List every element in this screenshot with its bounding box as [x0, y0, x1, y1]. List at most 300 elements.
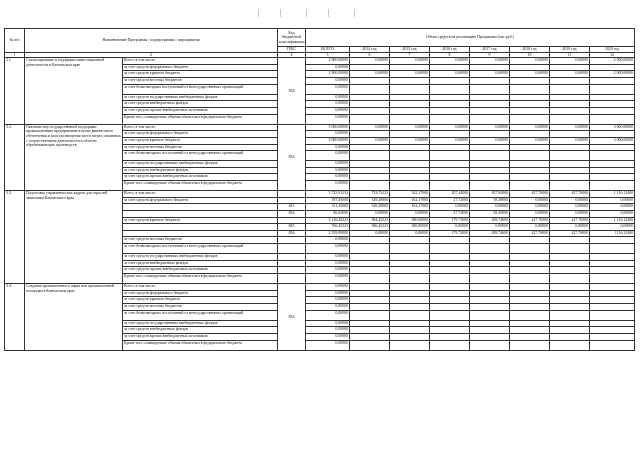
year-value: [430, 340, 470, 350]
year-value: [590, 260, 635, 267]
table-row: [5, 124, 635, 131]
year-value: [470, 94, 510, 101]
funding-source-label: за счет средств государственных внебюджетных фондов: [123, 161, 278, 168]
funding-source-label: за счет средств федерального бюджета: [123, 131, 278, 138]
year-value: [590, 151, 635, 161]
funding-source-label: за счет средств федерального бюджета: [123, 64, 278, 71]
year-value: [430, 244, 470, 254]
row-number: 3.2.: [5, 124, 25, 191]
year-value: [350, 94, 390, 101]
grbs-code: [278, 197, 306, 204]
year-value: [510, 303, 550, 310]
total-value: 0,00000: [306, 333, 350, 340]
year-value: 0,00000: [350, 230, 390, 237]
total-value: 397,45000: [306, 197, 350, 204]
funding-source-label: Кроме того, планируемые объемы обязательств федерального бюджета: [123, 114, 278, 124]
year-value: [510, 94, 550, 101]
year-value: [550, 94, 590, 101]
column-number: 1: [5, 52, 25, 58]
funding-source-label: за счет средств внебюджетных фондов: [123, 101, 278, 108]
year-value: 427,70000: [510, 230, 550, 237]
funding-source-label: за счет средств государственных внебюджетных фондов: [123, 94, 278, 101]
year-value: 733,73223: [350, 191, 390, 198]
year-value: [590, 310, 635, 320]
total-value: 0,00000: [306, 144, 350, 151]
funding-source-label: за счет безвозмездных поступлений от негосударственных организаций: [123, 244, 278, 254]
year-value: [510, 284, 550, 291]
year-value: [510, 320, 550, 327]
year-value: [430, 267, 470, 274]
year-value: 208,74600: [470, 230, 510, 237]
year-value: [350, 161, 390, 168]
year-value: 0,00000: [390, 211, 430, 218]
total-value: 3 000,00000: [306, 124, 350, 131]
year-value: [350, 303, 390, 310]
funding-source-label: Кроме того, планируемые объемы обязательств федерального бюджета: [123, 273, 278, 283]
year-value: 380,00000: [390, 224, 430, 231]
grbs-code: [278, 254, 306, 261]
total-value: 0,00000: [306, 290, 350, 297]
year-value: [510, 290, 550, 297]
year-value: [470, 101, 510, 108]
grbs-code: 854: [278, 58, 306, 125]
total-value: 0,00000: [306, 77, 350, 84]
year-value: [430, 290, 470, 297]
year-value: [590, 290, 635, 297]
year-value: [590, 77, 635, 84]
year-value: [430, 333, 470, 340]
total-value: 0,00000: [306, 327, 350, 334]
total-value: 86,02000: [306, 211, 350, 218]
total-value: 0,00000: [306, 114, 350, 124]
header-year: 2019 год: [550, 47, 590, 53]
funding-source-label: за счет средств местных бюджетов: [123, 144, 278, 151]
column-number: 12: [590, 52, 635, 58]
grbs-code: [278, 260, 306, 267]
year-value: [510, 260, 550, 267]
grbs-code: [278, 237, 306, 244]
year-value: [470, 333, 510, 340]
year-value: 162,17000: [390, 204, 430, 211]
year-value: [390, 114, 430, 124]
year-value: [390, 310, 430, 320]
year-value: [590, 327, 635, 334]
year-value: [550, 181, 590, 191]
year-value: [430, 144, 470, 151]
total-value: 766,45223: [306, 224, 350, 231]
year-value: [350, 273, 390, 283]
year-value: [350, 333, 390, 340]
year-value: 0,00000: [510, 211, 550, 218]
year-value: 0,00000: [590, 224, 635, 231]
year-value: 179,72000: [430, 217, 470, 224]
year-value: [590, 333, 635, 340]
total-value: 0,00000: [306, 64, 350, 71]
year-value: [430, 114, 470, 124]
year-value: [350, 310, 390, 320]
year-value: 384,45223: [350, 217, 390, 224]
header-year: 2017 год: [470, 47, 510, 53]
year-value: 0,00000: [430, 71, 470, 78]
year-value: [590, 174, 635, 181]
total-value: 0,00000: [306, 310, 350, 320]
year-value: 0,00000: [390, 58, 430, 65]
year-value: [470, 303, 510, 310]
funding-source-label: за счет безвозмездных поступлений от негосударственных организаций: [123, 84, 278, 94]
year-value: [510, 144, 550, 151]
year-value: [510, 107, 550, 114]
year-value: [550, 131, 590, 138]
year-value: [590, 237, 635, 244]
year-value: 27,72000: [430, 197, 470, 204]
year-value: [550, 151, 590, 161]
year-value: [510, 151, 550, 161]
year-value: [550, 310, 590, 320]
header-year: 2018 год: [510, 47, 550, 53]
year-value: 207,44000: [430, 191, 470, 198]
year-value: 0,00000: [350, 58, 390, 65]
total-value: 0,00000: [306, 84, 350, 94]
funding-source-label: за счет средств внебюджетных фондов: [123, 167, 278, 174]
column-number: 10: [510, 52, 550, 58]
year-value: [470, 284, 510, 291]
year-value: 0,00000: [430, 58, 470, 65]
year-value: [350, 267, 390, 274]
year-value: [390, 174, 430, 181]
year-value: [550, 320, 590, 327]
year-value: [510, 84, 550, 94]
year-value: 0,00000: [470, 124, 510, 131]
funding-source-label: за счет средств местных бюджетов: [123, 237, 278, 244]
total-value: 2 359,99000: [306, 230, 350, 237]
year-value: 0,00000: [550, 204, 590, 211]
year-value: [550, 107, 590, 114]
year-value: [590, 303, 635, 310]
year-value: [390, 244, 430, 254]
year-value: [550, 260, 590, 267]
total-value: 0,00000: [306, 237, 350, 244]
year-value: 0,00000: [470, 204, 510, 211]
year-value: [550, 77, 590, 84]
year-value: 1116,12400: [590, 230, 635, 237]
year-value: 3 000,00000: [590, 124, 635, 131]
year-value: [590, 114, 635, 124]
funding-source-label: за счет средств прочих внебюджетных источников: [123, 267, 278, 274]
header-grbs: ГРБС: [278, 47, 306, 53]
total-value: 0,00000: [306, 267, 350, 274]
measure-name: Подготовка управленческих кадров для отраслей экономики Камчатского края: [25, 191, 123, 284]
total-value: 3 725,91233: [306, 191, 350, 198]
total-value: 3 000,00000: [306, 137, 350, 144]
year-value: 0,00000: [350, 124, 390, 131]
grbs-code: [278, 191, 306, 198]
year-value: 0,00000: [470, 224, 510, 231]
year-value: [590, 144, 635, 151]
funding-source-label: Всего, в том числе:: [123, 284, 278, 291]
year-value: [430, 131, 470, 138]
year-value: 0,00000: [550, 197, 590, 204]
year-value: [510, 340, 550, 350]
row-number: 3.4.: [5, 284, 25, 351]
funding-source-label: за счет средств краевого бюджета: [123, 217, 278, 224]
year-value: [430, 297, 470, 304]
year-value: [350, 101, 390, 108]
year-value: 0,00000: [510, 71, 550, 78]
year-value: 0,00000: [590, 197, 635, 204]
year-value: [590, 181, 635, 191]
year-value: [390, 284, 430, 291]
year-value: [510, 273, 550, 283]
grbs-code: [278, 273, 306, 283]
year-value: [470, 340, 510, 350]
funding-source-label: за счет средств местных бюджетов: [123, 303, 278, 310]
year-value: 0,00000: [510, 204, 550, 211]
year-value: [470, 107, 510, 114]
funding-source-label: Всего, в том числе:: [123, 124, 278, 131]
table-row: [5, 284, 635, 291]
total-value: 0,00000: [306, 320, 350, 327]
year-value: [510, 327, 550, 334]
funding-source-label: за счет средств краевого бюджета: [123, 297, 278, 304]
funding-source-label: за счет средств местных бюджетов: [123, 77, 278, 84]
grbs-code: 854: [278, 211, 306, 218]
funding-source-label: [123, 204, 278, 211]
year-value: [550, 64, 590, 71]
year-value: [550, 267, 590, 274]
year-value: [430, 64, 470, 71]
year-value: [550, 333, 590, 340]
year-value: [470, 254, 510, 261]
year-value: [430, 303, 470, 310]
year-value: [550, 174, 590, 181]
funding-source-label: за счет средств прочих внебюджетных источников: [123, 333, 278, 340]
column-number: 7: [390, 52, 430, 58]
year-value: [550, 84, 590, 94]
funding-source-label: за счет средств федерального бюджета: [123, 290, 278, 297]
year-value: [390, 273, 430, 283]
measure-name: Создание промышленного парка или промышленной площадки в Камчатском крае: [25, 284, 123, 351]
year-value: 208,74600: [470, 217, 510, 224]
year-value: [590, 84, 635, 94]
year-value: [390, 101, 430, 108]
year-value: [550, 340, 590, 350]
year-value: [350, 181, 390, 191]
year-value: [430, 310, 470, 320]
year-value: [430, 94, 470, 101]
year-value: [390, 320, 430, 327]
row-number: 3.3.: [5, 191, 25, 284]
year-value: 380,00000: [390, 217, 430, 224]
year-value: [430, 327, 470, 334]
year-value: [510, 267, 550, 274]
year-value: 179,72000: [430, 230, 470, 237]
year-value: [350, 77, 390, 84]
year-value: [590, 254, 635, 261]
funding-source-label: за счет средств государственных внебюджетных фондов: [123, 254, 278, 261]
year-value: [470, 181, 510, 191]
funding-source-label: за счет средств краевого бюджета: [123, 137, 278, 144]
funding-source-label: за счет средств федерального бюджета: [123, 197, 278, 204]
scan-artifact: [258, 9, 368, 19]
year-value: [550, 161, 590, 168]
year-value: [470, 151, 510, 161]
year-value: [510, 167, 550, 174]
grbs-code: 843: [278, 204, 306, 211]
table-row: [5, 191, 635, 198]
year-value: 0,00000: [510, 224, 550, 231]
year-value: [390, 327, 430, 334]
year-value: 0,00000: [390, 71, 430, 78]
year-value: [590, 161, 635, 168]
funding-source-label: за счет средств краевого бюджета: [123, 71, 278, 78]
year-value: [550, 114, 590, 124]
total-value: 0,00000: [306, 167, 350, 174]
year-value: [470, 174, 510, 181]
grbs-code: 854: [278, 124, 306, 191]
header-total: ВСЕГО: [306, 47, 350, 53]
year-value: 427,70000: [510, 217, 550, 224]
year-value: [350, 297, 390, 304]
year-value: [510, 297, 550, 304]
year-value: [390, 77, 430, 84]
year-value: [350, 290, 390, 297]
year-value: 0,00000: [550, 137, 590, 144]
total-value: 0,00000: [306, 161, 350, 168]
total-value: 0,00000: [306, 151, 350, 161]
year-value: [350, 260, 390, 267]
total-value: 2 900,00000: [306, 58, 350, 65]
year-value: 0,00000: [510, 124, 550, 131]
year-value: [430, 181, 470, 191]
column-number: 5: [306, 52, 350, 58]
measure-name: Оказание мер государственной поддержки промышленным предприятиям в целях финансового обеспечения и (или) возмещения части затрат, связанных с осуществлением деятельности в области обрабатывающих производств: [25, 124, 123, 191]
year-value: 27,72000: [430, 211, 470, 218]
total-value: 311,45000: [306, 204, 350, 211]
funding-source-label: за счет средств внебюджетных фондов: [123, 327, 278, 334]
header-year: 2014 год: [350, 47, 390, 53]
year-value: [390, 161, 430, 168]
year-value: [430, 174, 470, 181]
year-value: 349,28000: [350, 204, 390, 211]
year-value: 0,00000: [590, 204, 635, 211]
year-value: 427,70000: [550, 191, 590, 198]
total-value: 2 900,00000: [306, 71, 350, 78]
year-value: [350, 131, 390, 138]
column-number: 6: [350, 52, 390, 58]
year-value: 58,30000: [470, 211, 510, 218]
funding-source-label: Всего, в том числе:: [123, 58, 278, 65]
year-value: [590, 244, 635, 254]
year-value: [550, 237, 590, 244]
grbs-code: 854: [278, 230, 306, 237]
year-value: [350, 340, 390, 350]
year-value: 0,00000: [470, 137, 510, 144]
year-value: [350, 237, 390, 244]
funding-source-label: Всего, в том числе:: [123, 191, 278, 198]
year-value: [430, 260, 470, 267]
year-value: [350, 174, 390, 181]
year-value: [470, 320, 510, 327]
year-value: [510, 333, 550, 340]
year-value: [590, 284, 635, 291]
year-value: [390, 107, 430, 114]
total-value: 0,00000: [306, 94, 350, 101]
year-value: [390, 181, 430, 191]
year-value: [550, 297, 590, 304]
year-value: 0,00000: [350, 211, 390, 218]
year-value: [430, 84, 470, 94]
total-value: 0,00000: [306, 303, 350, 310]
year-value: [350, 254, 390, 261]
year-value: [550, 290, 590, 297]
year-value: [550, 101, 590, 108]
year-value: 162,17000: [390, 197, 430, 204]
year-value: 0,00000: [550, 124, 590, 131]
year-value: 427,70000: [510, 191, 550, 198]
funding-source-label: [123, 224, 278, 231]
funding-source-label: Кроме того, планируемые объемы обязательств федерального бюджета: [123, 340, 278, 350]
year-value: [550, 254, 590, 261]
year-value: 0,00000: [470, 71, 510, 78]
year-value: [550, 273, 590, 283]
year-value: [470, 64, 510, 71]
year-value: [510, 101, 550, 108]
funding-source-label: за счет безвозмездных поступлений от негосударственных организаций: [123, 310, 278, 320]
total-value: 0,00000: [306, 297, 350, 304]
year-value: [390, 267, 430, 274]
year-value: [550, 327, 590, 334]
program-budget-table: [4, 28, 635, 351]
year-value: 0,00000: [390, 137, 430, 144]
year-value: [350, 114, 390, 124]
year-value: 427,70000: [550, 217, 590, 224]
year-value: 207,84000: [470, 191, 510, 198]
year-value: [550, 244, 590, 254]
year-value: [590, 297, 635, 304]
year-value: [590, 107, 635, 114]
year-value: [590, 267, 635, 274]
year-value: [430, 273, 470, 283]
grbs-code: [278, 244, 306, 254]
year-value: 0,00000: [430, 124, 470, 131]
year-value: [390, 131, 430, 138]
funding-source-label: за счет средств прочих внебюджетных источников: [123, 174, 278, 181]
header-year: 2015 год: [390, 47, 430, 53]
header-year: 2020 год: [590, 47, 635, 53]
year-value: [590, 273, 635, 283]
year-value: [510, 114, 550, 124]
total-value: 0,00000: [306, 101, 350, 108]
year-value: [430, 167, 470, 174]
year-value: [430, 284, 470, 291]
year-value: [590, 101, 635, 108]
header-name: Наименование Программы / подпрограммы / мероприятия: [25, 29, 278, 53]
year-value: 0,00000: [510, 137, 550, 144]
year-value: 0,00000: [470, 58, 510, 65]
year-value: [550, 303, 590, 310]
year-value: [430, 237, 470, 244]
year-value: 1 116,12400: [590, 217, 635, 224]
year-value: [350, 151, 390, 161]
year-value: 3 000,00000: [590, 137, 635, 144]
year-value: [390, 254, 430, 261]
year-value: [470, 114, 510, 124]
table-row: [5, 58, 635, 65]
year-value: [470, 131, 510, 138]
year-value: [390, 151, 430, 161]
year-value: 542,17000: [390, 191, 430, 198]
year-value: [470, 84, 510, 94]
